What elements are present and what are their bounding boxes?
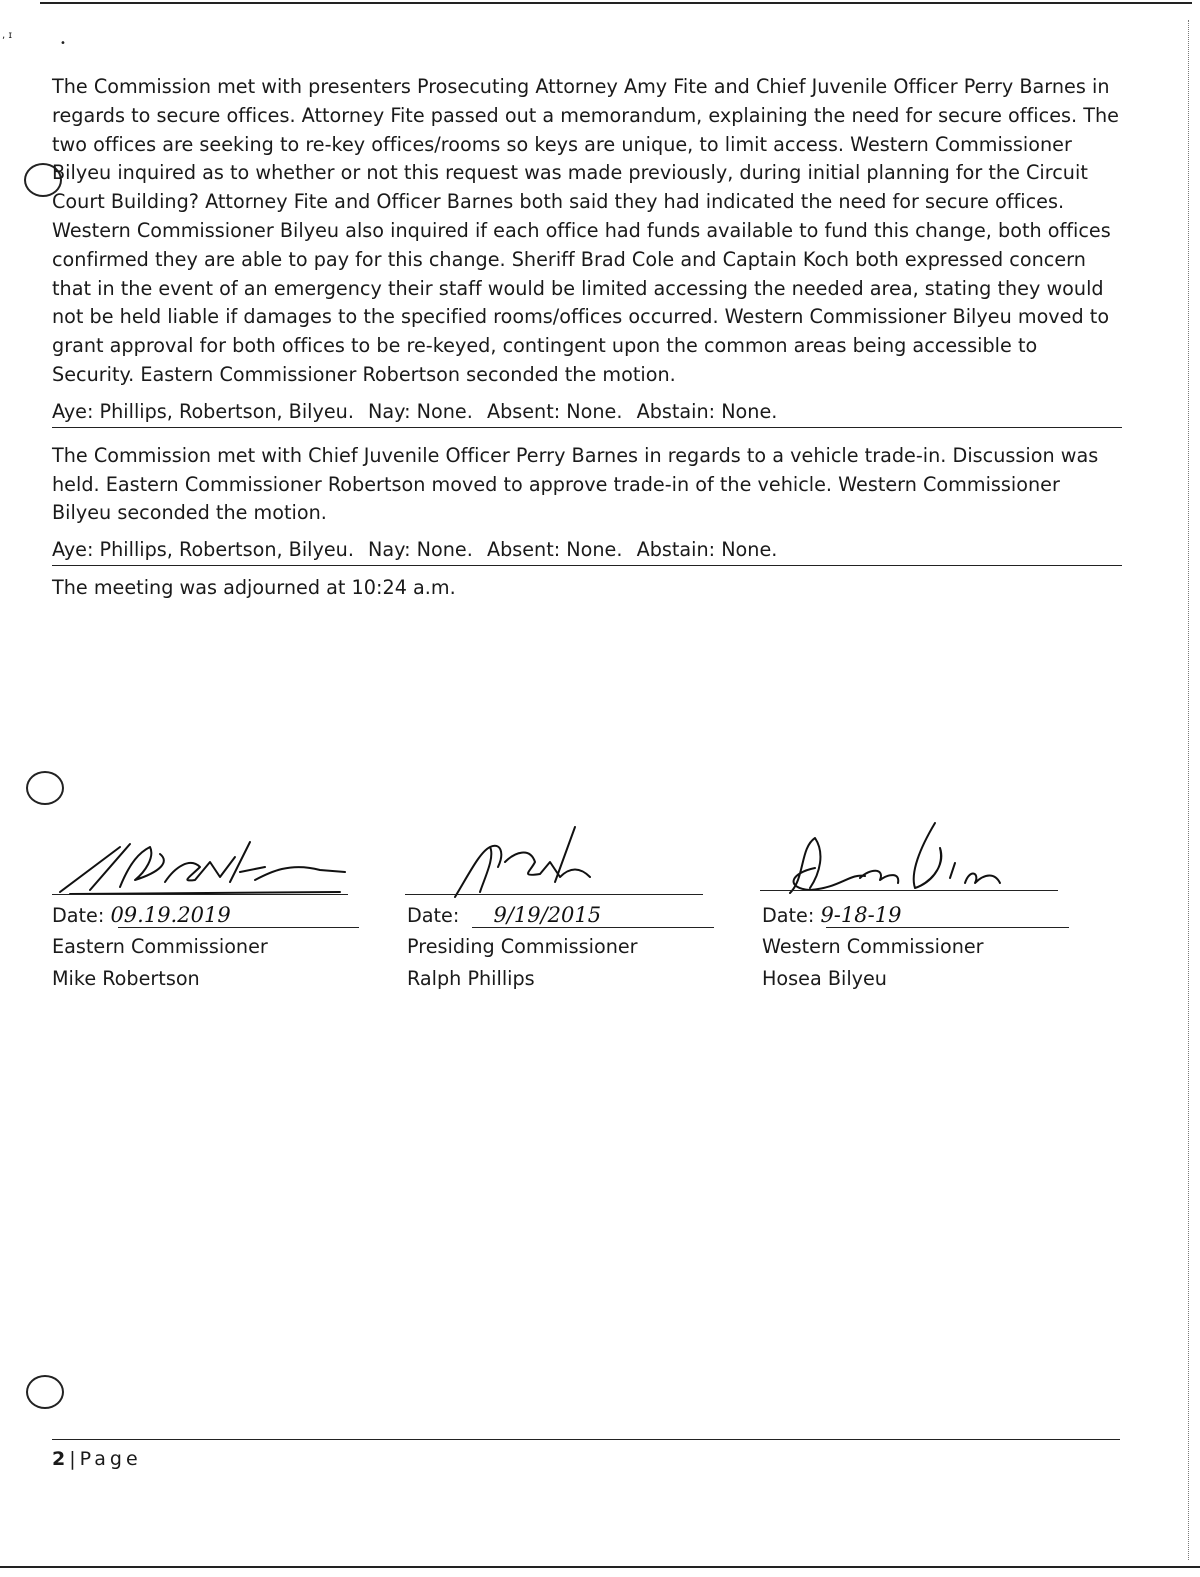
signature-line: [405, 894, 703, 895]
signer-name: Ralph Phillips: [407, 967, 535, 990]
date-line: [472, 927, 714, 928]
signer-name: Hosea Bilyeu: [762, 967, 887, 990]
minutes-body: [52, 73, 1122, 603]
secure-offices-paragraph: The Commission met with presenters Prosecuting Attorney Amy Fite and Chief Juvenile Officer Perry Barnes in regards to secure offices. Attorney Fite passed out a memorandum, explaining the need for secure offices. The two offices are seeking to re-key offices/rooms so keys are unique, to limit access. Western Commissioner Bilyeu inquired as to whether or not this request was made previously, during initial planning for the Circuit Court Building? Attorney Fite and Officer Barnes both said they had indicated the need for secure offices. Western Commissioner Bilyeu also inquired if each office had funds available to fund this change, both offices confirmed they are able to pay for this change. Sheriff Brad Cole and Captain Koch both expressed concern that in the event of an emergency their staff would be limited accessing the needed area, stating they would not be held liable if damages to the specified rooms/offices occurred. Western Commissioner Bilyeu moved to grant approval for both offices to be re-keyed, contingent upon the common areas being accessible to Security. Eastern Commissioner Robertson seconded the motion.: [52, 75, 1119, 386]
page-footer: [52, 1446, 142, 1472]
punch-hole: [26, 1375, 64, 1409]
page-number: 2: [52, 1448, 66, 1470]
footer-rule: [52, 1439, 1120, 1440]
vote-aye: Aye: Phillips, Robertson, Bilyeu.: [52, 399, 354, 423]
vote-absent: Absent: None.: [486, 399, 623, 423]
vote-record: [52, 536, 1122, 566]
signature-line: [52, 894, 348, 895]
vote-abstain: Abstain: None.: [636, 538, 778, 562]
date-label: Date:: [762, 904, 815, 927]
signer-role: Eastern Commissioner: [52, 935, 268, 958]
vote-absent: Absent: None.: [486, 538, 623, 562]
page-top-border: [40, 2, 1192, 4]
date-line: [118, 927, 359, 928]
signature-line: [760, 890, 1058, 891]
handwritten-signature: [770, 818, 1020, 898]
punch-hole: [26, 771, 64, 805]
vote-nay: Nay: None.: [368, 538, 473, 562]
handwritten-date: 09.19.2019: [110, 903, 231, 927]
vote-abstain: Abstain: None.: [636, 399, 778, 423]
signer-role: Western Commissioner: [762, 935, 984, 958]
signer-name: Mike Robertson: [52, 967, 200, 990]
vote-nay: Nay: None.: [368, 399, 473, 423]
vote-record: [52, 398, 1122, 428]
date-label: Date:: [407, 904, 460, 927]
page-right-edge: [1188, 20, 1189, 1560]
page-label: Page: [79, 1448, 142, 1470]
handwritten-signature: [50, 832, 350, 897]
page-separator: |: [69, 1448, 76, 1470]
page-bottom-border: [0, 1566, 1200, 1568]
handwritten-date: 9/19/2015: [493, 903, 602, 927]
vote-aye: Aye: Phillips, Robertson, Bilyeu.: [52, 538, 354, 562]
handwritten-date: 9-18-19: [820, 903, 902, 927]
date-label: Date:: [52, 904, 105, 927]
signer-role: Presiding Commissioner: [407, 935, 638, 958]
date-line: [826, 927, 1069, 928]
adjournment-text: The meeting was adjourned at 10:24 a.m.: [52, 576, 456, 600]
vehicle-trade-in-paragraph: The Commission met with Chief Juvenile Officer Perry Barnes in regards to a vehicle trade-in. Discussion was held. Eastern Commissioner Robertson moved to approve trade-in of the vehicle. Western Commissioner Bilyeu seconded the motion.: [52, 443, 1099, 525]
handwritten-signature: [450, 822, 610, 902]
scan-mark: , ɪ: [2, 30, 13, 41]
scan-mark: •: [60, 38, 66, 49]
